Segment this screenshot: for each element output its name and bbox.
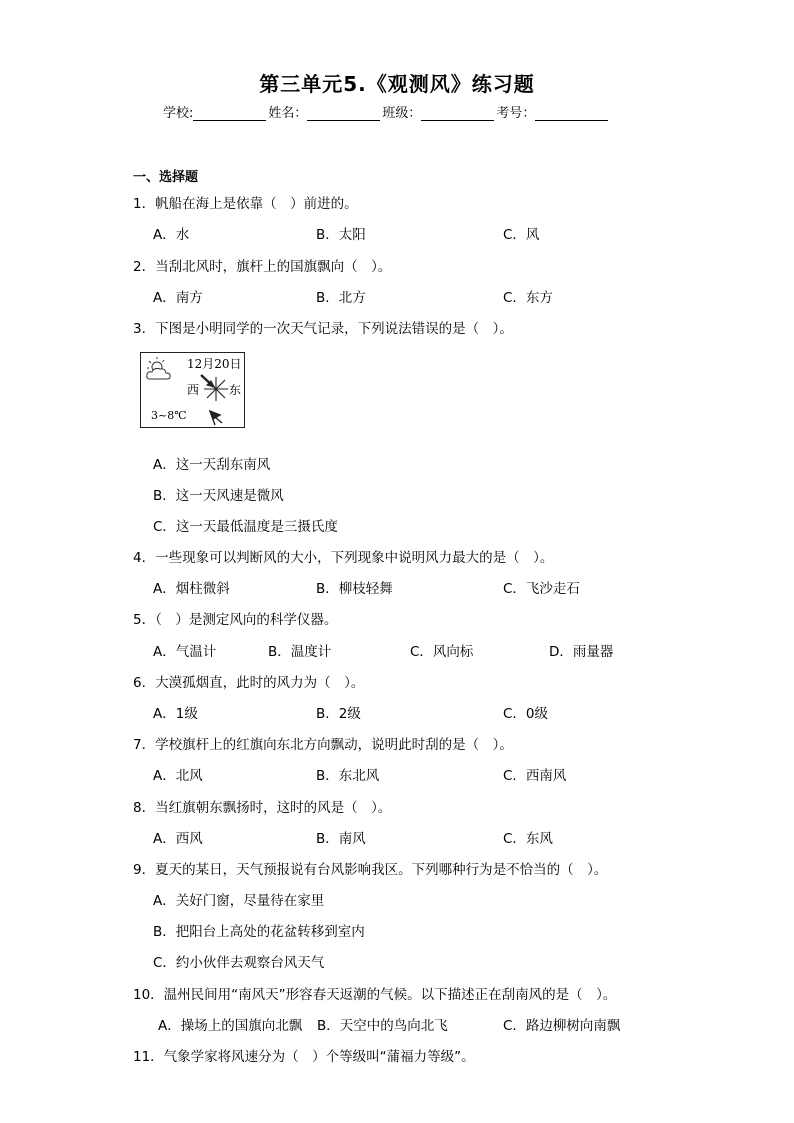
wind-flag-icon	[210, 411, 222, 425]
section-heading: 一、选择题	[133, 170, 199, 185]
q9-option-c[interactable]: C．约小伙伴去观察台风天气	[153, 955, 325, 971]
q5-option-a[interactable]: A．气温计	[153, 644, 217, 660]
q4-option-c[interactable]: C．飞沙走石	[503, 581, 580, 597]
west-label: 西	[187, 383, 200, 397]
q7-option-c[interactable]: C．西南风	[503, 768, 567, 784]
question-3: 3．下图是小明同学的一次天气记录，下列说法错误的是（ ）。	[133, 321, 513, 337]
exam-no-label: 考号：	[496, 106, 536, 121]
q3-option-c[interactable]: C．这一天最低温度是三摄氏度	[153, 519, 338, 535]
student-info	[163, 102, 610, 121]
q1-option-c[interactable]: C．风	[503, 227, 540, 243]
q5-option-c[interactable]: C．风向标	[410, 644, 474, 660]
question-7: 7．学校旗杆上的红旗向东北方向飘动，说明此时刮的是（ ）。	[133, 737, 513, 753]
q4-option-b[interactable]: B．柳枝轻舞	[316, 581, 393, 597]
school-field[interactable]	[193, 106, 266, 121]
class-field[interactable]	[421, 106, 494, 121]
q6-option-c[interactable]: C．0级	[503, 706, 549, 722]
q1-option-b[interactable]: B．太阳	[316, 227, 366, 243]
question-8: 8．当红旗朝东飘扬时，这时的风是（ ）。	[133, 800, 392, 816]
q9-option-a[interactable]: A．关好门窗，尽量待在家里	[153, 893, 325, 909]
q8-option-c[interactable]: C．东风	[503, 831, 553, 847]
q10-option-a[interactable]: A．操场上的国旗向北飘	[158, 1018, 303, 1034]
q2-option-c[interactable]: C．东方	[503, 290, 553, 306]
q3-option-a[interactable]: A．这一天刮东南风	[153, 457, 271, 473]
q6-option-a[interactable]: A．1级	[153, 706, 198, 722]
q10-option-b[interactable]: B．天空中的鸟向北飞	[317, 1018, 448, 1034]
q3-option-b[interactable]: B．这一天风速是微风	[153, 488, 284, 504]
q2-option-a[interactable]: A．南方	[153, 290, 203, 306]
wind-direction-icon	[201, 375, 228, 401]
record-date: 12月20日	[187, 357, 242, 371]
page-title: 第三单元5.《观测风》练习题	[259, 72, 535, 96]
question-9: 9．夏天的某日，天气预报说有台风影响我区。下列哪种行为是不恰当的（ ）。	[133, 862, 608, 878]
exam-no-field[interactable]	[535, 106, 608, 121]
q8-option-b[interactable]: B．南风	[316, 831, 366, 847]
q9-option-b[interactable]: B．把阳台上高处的花盆转移到室内	[153, 924, 365, 940]
q2-option-b[interactable]: B．北方	[316, 290, 366, 306]
q6-option-b[interactable]: B．2级	[316, 706, 361, 722]
q7-option-b[interactable]: B．东北风	[316, 768, 380, 784]
school-label: 学校:	[163, 106, 194, 121]
question-1: 1．帆船在海上是依靠（ ）前进的。	[133, 196, 358, 212]
question-11: 11．气象学家将风速分为（ ）个等级叫“蒲福力等级”。	[133, 1049, 475, 1065]
partly-cloudy-icon	[147, 357, 170, 379]
question-10: 10．温州民间用“南风天”形容春天返潮的气候。以下描述正在刮南风的是（ ）。	[133, 987, 617, 1003]
weather-record-figure	[140, 352, 245, 428]
q5-option-d[interactable]: D．雨量器	[549, 644, 614, 660]
question-4: 4．一些现象可以判断风的大小，下列现象中说明风力最大的是（ ）。	[133, 550, 554, 566]
question-6: 6．大漠孤烟直，此时的风力为（ ）。	[133, 675, 365, 691]
class-label: 班级：	[382, 106, 422, 121]
q7-option-a[interactable]: A．北风	[153, 768, 203, 784]
name-field[interactable]	[307, 106, 380, 121]
q8-option-a[interactable]: A．西风	[153, 831, 203, 847]
question-5: 5．（ ）是测定风向的科学仪器。	[133, 612, 338, 628]
east-label: 东	[229, 383, 242, 397]
temperature-range: 3~8℃	[151, 409, 187, 422]
question-2: 2．当刮北风时，旗杆上的国旗飘向（ ）。	[133, 259, 392, 275]
q5-option-b[interactable]: B．温度计	[268, 644, 332, 660]
name-label: 姓名：	[268, 106, 308, 121]
q4-option-a[interactable]: A．烟柱微斜	[153, 581, 230, 597]
q10-option-c[interactable]: C．路边柳树向南飘	[503, 1018, 621, 1034]
q1-option-a[interactable]: A．水	[153, 227, 190, 243]
